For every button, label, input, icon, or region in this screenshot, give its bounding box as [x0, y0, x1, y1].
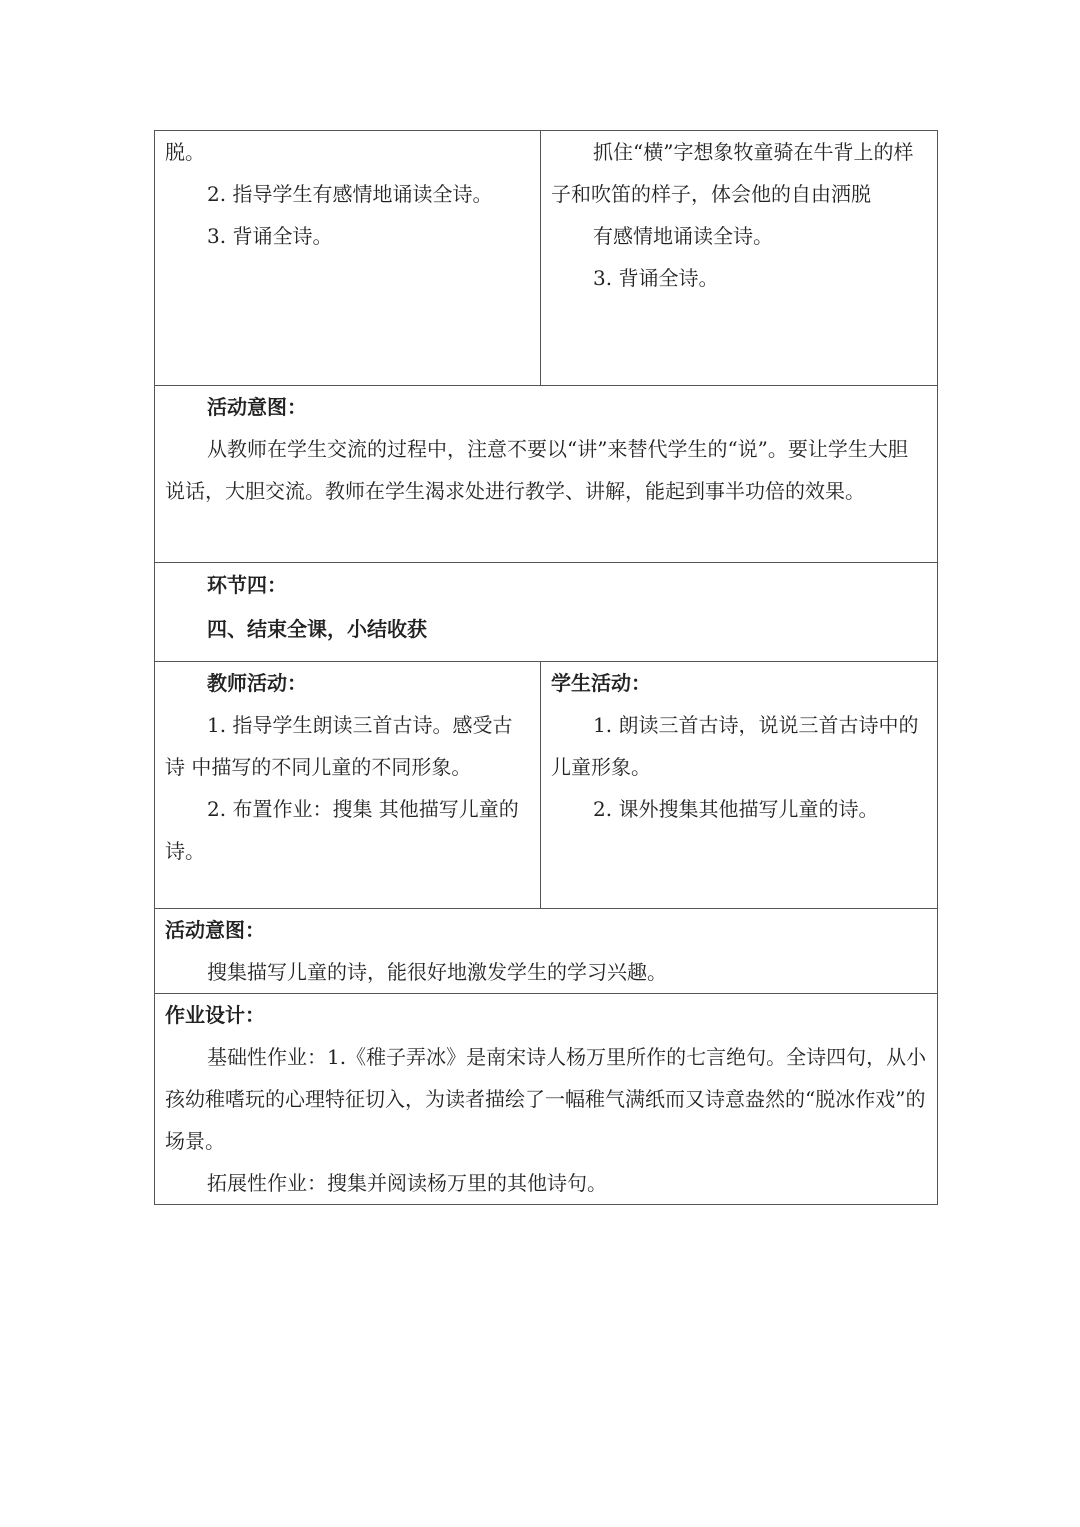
lesson-plan-document	[154, 130, 938, 1205]
homework-basic: 基础性作业：1.《稚子弄冰》是南宋诗人杨万里所作的七言绝句。全诗四句，从小孩幼稚嗜玩的心理特征切入，为读者描绘了一幅稚气满纸而又诗意盎然的“脱冰作戏”的场景。	[165, 1045, 927, 1153]
student-activity-cell	[541, 131, 938, 386]
teacher-line-2: 2. 指导学生有感情地诵读全诗。	[207, 182, 493, 206]
lesson-plan-table	[154, 130, 938, 1205]
homework-extended: 拓展性作业：搜集并阅读杨万里的其他诗句。	[207, 1171, 607, 1195]
activities-row	[155, 662, 938, 909]
section-four-title: 四、结束全课，小结收获	[207, 617, 427, 641]
student-activities-cell	[541, 662, 938, 909]
section-four-row	[155, 563, 938, 662]
homework-heading: 作业设计：	[165, 1003, 265, 1027]
activity-intent-cell-1	[155, 386, 938, 563]
activity-intent-heading-2: 活动意图：	[165, 918, 265, 942]
activity-intent-body-2: 搜集描写儿童的诗，能很好地激发学生的学习兴趣。	[207, 960, 667, 984]
student-activity-item-2: 2. 课外搜集其他描写儿童的诗。	[593, 797, 879, 821]
teacher-activities-heading: 教师活动：	[207, 671, 307, 695]
homework-row	[155, 994, 938, 1205]
activity-intent-cell-2	[155, 909, 938, 994]
student-activities-heading: 学生活动：	[551, 671, 651, 695]
section-four-label: 环节四：	[207, 573, 287, 597]
activity-intent-body-1: 从教师在学生交流的过程中，注意不要以“讲”来替代学生的“说”。要让学生大胆说话，大胆交流。教师在学生渴求处进行教学、讲解，能起到事半功倍的效果。	[165, 437, 908, 503]
teacher-activity-item-1: 1. 指导学生朗读三首古诗。感受古诗 中描写的不同儿童的不同形象。	[165, 713, 513, 779]
student-line-1: 抓住“横”字想象牧童骑在牛背上的样子和吹笛的样子，体会他的自由洒脱	[551, 140, 914, 206]
teacher-activity-item-2: 2. 布置作业：搜集 其他描写儿童的诗。	[165, 797, 519, 863]
student-line-2: 有感情地诵读全诗。	[593, 224, 773, 248]
student-activity-item-1: 1. 朗读三首古诗，说说三首古诗中的儿童形象。	[551, 713, 919, 779]
student-line-3: 3. 背诵全诗。	[593, 266, 719, 290]
activity-intent-row-1	[155, 386, 938, 563]
continued-activity-row	[155, 131, 938, 386]
teacher-activity-cell	[155, 131, 541, 386]
section-four-cell	[155, 563, 938, 662]
homework-cell	[155, 994, 938, 1205]
activity-intent-row-2	[155, 909, 938, 994]
teacher-line-3: 3. 背诵全诗。	[207, 224, 333, 248]
teacher-line-1: 脱。	[165, 140, 205, 164]
teacher-activities-cell	[155, 662, 541, 909]
activity-intent-heading-1: 活动意图：	[207, 395, 307, 419]
